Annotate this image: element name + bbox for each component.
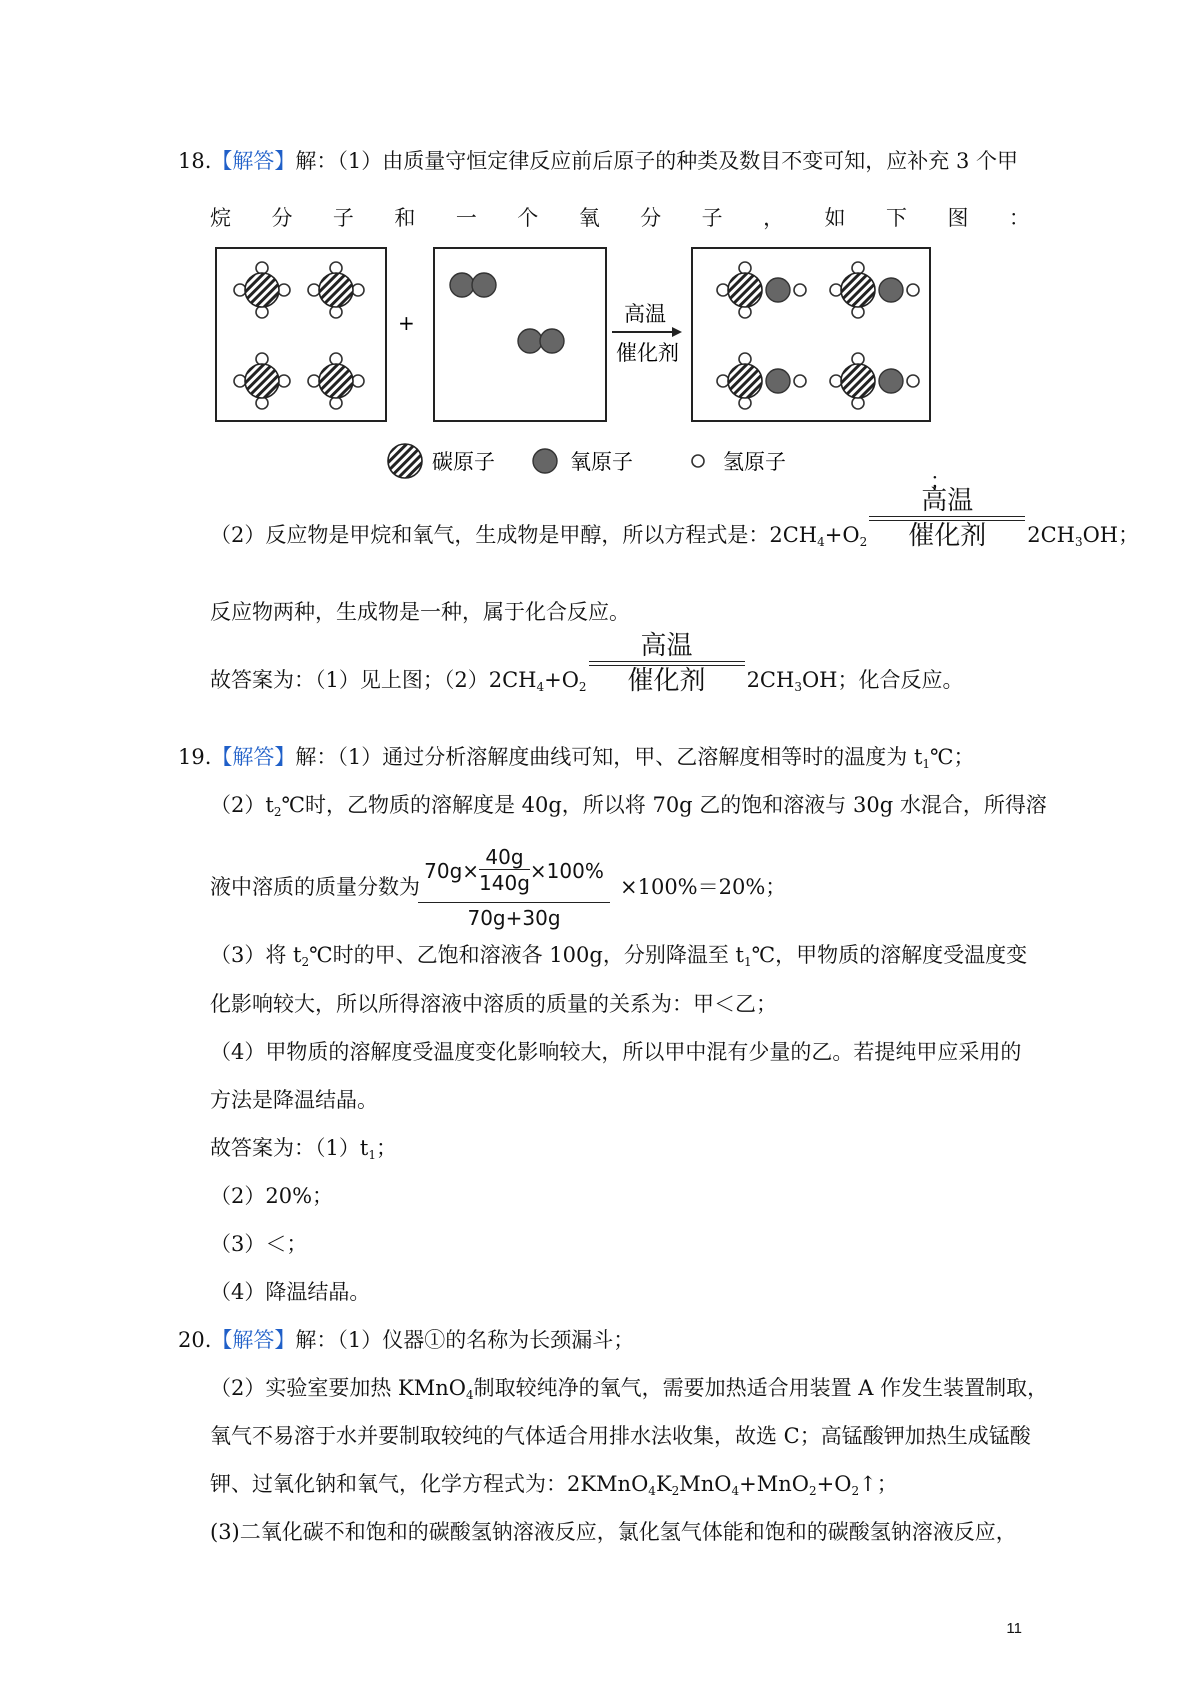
page-number: 11 xyxy=(1006,1620,1022,1637)
condition-bottom: 催化剂 xyxy=(616,341,679,365)
subscript: 1 xyxy=(743,955,752,969)
q19-line3-pre: 液中溶质的质量分数为 xyxy=(210,875,420,899)
legend-oxygen: 氧原子 xyxy=(570,450,633,474)
question-number: 20. xyxy=(178,1328,212,1352)
inner-numerator: 40g xyxy=(485,845,524,869)
word: 氧 xyxy=(578,206,600,230)
word: 分 xyxy=(271,206,293,230)
q20-line4 xyxy=(210,1469,898,1506)
methanol-molecule xyxy=(830,353,919,409)
word: ： xyxy=(1008,206,1030,230)
methane-molecule xyxy=(234,262,290,318)
reaction-diagram xyxy=(0,0,1200,520)
condition-bottom: 催化剂 xyxy=(627,666,706,696)
q19-answer4: （4）降温结晶。 xyxy=(210,1280,371,1304)
text: ℃； xyxy=(930,745,975,769)
oxygen-atom-icon xyxy=(533,449,557,473)
text: （2）t xyxy=(210,793,274,817)
text: ↑； xyxy=(859,1472,898,1496)
oxygen-molecule xyxy=(518,329,564,353)
hydrogen-atom-icon xyxy=(692,455,704,467)
text: 故答案为：（1）t xyxy=(210,1136,369,1160)
text: 制取较纯净的氧气，需要加热适合用装置 A 作发生装置制取， xyxy=(473,1376,1049,1400)
subscript: 1 xyxy=(922,757,931,771)
text: 钾、过氧化钠和氧气，化学方程式为：2KMnO xyxy=(210,1472,649,1496)
oxygen-molecule xyxy=(450,273,496,297)
q19-answer2: （2）20%； xyxy=(210,1184,334,1208)
condition-top: 高温 xyxy=(624,302,666,326)
answer-tag: 【解答】 xyxy=(211,1328,296,1352)
legend-hydrogen: 氢原子 xyxy=(723,450,786,474)
text: （2）反应物是甲烷和氧气，生成物是甲醇，所以方程式是：2CH xyxy=(210,523,818,547)
subscript: 4 xyxy=(731,1484,740,1498)
reaction-condition xyxy=(869,486,1025,551)
word: 和 xyxy=(394,206,416,230)
text: +O xyxy=(824,523,860,547)
methanol-molecule xyxy=(830,262,919,318)
answer-tag: 【解答】 xyxy=(211,745,296,769)
q20-line1 xyxy=(178,1325,634,1355)
q19-line5: 化影响较大，所以所得溶液中溶质的质量的关系为：甲＜乙； xyxy=(210,992,777,1016)
mass-fraction-formula xyxy=(418,845,610,933)
word: 一 xyxy=(455,206,477,230)
methane-molecule xyxy=(308,262,364,318)
subscript: 2 xyxy=(578,680,587,694)
methane-molecule xyxy=(234,353,290,409)
text: 2CH xyxy=(1027,523,1075,547)
word: 图 xyxy=(947,206,969,230)
numerator-part: 70g× xyxy=(424,858,480,883)
word: 子 xyxy=(701,206,723,230)
text: K xyxy=(655,1472,672,1496)
text: ℃时的甲、乙饱和溶液各 100g，分别降温至 t xyxy=(309,943,744,967)
q18-part2 xyxy=(210,486,1140,557)
word: 如 xyxy=(824,206,846,230)
text: ℃，甲物质的溶解度受温度变 xyxy=(751,943,1028,967)
text: MnO xyxy=(679,1472,732,1496)
q19-line4 xyxy=(210,940,1027,977)
text: 解：（1）通过分析溶解度曲线可知，甲、乙溶解度相等时的温度为 t xyxy=(295,745,923,769)
answer-tag: 【解答】 xyxy=(211,149,296,173)
word: ， xyxy=(763,206,785,230)
subscript: 2 xyxy=(809,1484,817,1498)
q20-line3: 氧气不易溶于水并要制取较纯的气体适合用排水法收集，故选 C；高锰酸钾加热生成锰酸 xyxy=(210,1424,1031,1448)
subscript: 2 xyxy=(273,805,282,819)
word: 分 xyxy=(640,206,662,230)
subscript: 2 xyxy=(301,955,310,969)
text: ℃时，乙物质的溶解度是 40g，所以将 70g 乙的饱和溶液与 30g 水混合，所得溶 xyxy=(281,793,1047,817)
q20-line5: (3)二氧化碳不和饱和的碳酸氢钠溶液反应，氯化氢气体能和饱和的碳酸氢钠溶液反应， xyxy=(210,1520,1017,1544)
text: OH； xyxy=(1082,523,1140,547)
denominator: 70g+30g xyxy=(418,902,610,933)
methanol-molecule xyxy=(717,353,806,409)
subscript: 4 xyxy=(648,1484,656,1498)
subscript: 4 xyxy=(817,535,825,549)
subscript: 4 xyxy=(536,680,545,694)
subscript: 3 xyxy=(794,680,802,694)
box-methanol xyxy=(692,248,930,421)
plus-sign: + xyxy=(398,311,415,335)
legend-carbon: 碳原子 xyxy=(432,450,495,474)
question-number: 19. xyxy=(178,745,212,769)
text: （2）实验室要加热 KMnO xyxy=(210,1376,466,1400)
subscript: 4 xyxy=(465,1388,474,1402)
subscript: 3 xyxy=(1074,535,1083,549)
text: 2CH xyxy=(746,668,795,692)
methanol-molecule xyxy=(717,262,806,318)
word: 个 xyxy=(517,206,539,230)
word: 烷 xyxy=(210,206,231,230)
condition-bottom: 催化剂 xyxy=(908,521,987,551)
numerator-part: ×100% xyxy=(529,858,604,883)
word: 子 xyxy=(332,206,354,230)
q19-answer1 xyxy=(210,1133,397,1170)
condition-top: 高温 xyxy=(921,486,974,516)
q19-line7: 方法是降温结晶。 xyxy=(210,1088,378,1112)
arrow-head-icon xyxy=(672,327,682,337)
text: （3）将 t xyxy=(210,943,302,967)
q18-answer xyxy=(210,631,964,702)
q19-line2 xyxy=(210,790,1047,827)
subscript: 2 xyxy=(859,535,868,549)
q20-line2 xyxy=(210,1373,1048,1410)
subscript: 1 xyxy=(368,1148,376,1162)
word: 下 xyxy=(885,206,907,230)
subscript: 2 xyxy=(671,1484,680,1498)
text: 解：（1）仪器①的名称为长颈漏斗； xyxy=(295,1328,635,1352)
question-number: 18. xyxy=(178,149,212,173)
text: +O xyxy=(816,1472,852,1496)
q19-line1 xyxy=(178,742,975,779)
text: ； xyxy=(375,1136,397,1160)
inner-denominator: 140g xyxy=(479,871,530,895)
box-methane xyxy=(216,248,386,421)
q18-text: 解：（1）由质量守恒定律反应前后原子的种类及数目不变可知，应补充 3 个甲 xyxy=(295,149,1018,173)
text: +MnO xyxy=(739,1472,810,1496)
reaction-condition xyxy=(589,631,745,696)
q19-line3-post: ×100%＝20%； xyxy=(620,875,787,899)
condition-top: 高温 xyxy=(640,631,693,661)
q19-line6: （4）甲物质的溶解度受温度变化影响较大，所以甲中混有少量的乙。若提纯甲应采用的 xyxy=(210,1040,1022,1064)
carbon-atom-icon xyxy=(388,444,422,478)
q18-reaction-type: 反应物两种，生成物是一种，属于化合反应。 xyxy=(210,600,630,624)
q19-answer3: （3）＜； xyxy=(210,1232,308,1256)
subscript: 2 xyxy=(851,1484,860,1498)
text: +O xyxy=(544,668,579,692)
semicolon: ； xyxy=(930,469,951,493)
text: 故答案为：（1）见上图；（2）2CH xyxy=(210,668,537,692)
methane-molecule xyxy=(308,353,364,409)
text: OH；化合反应。 xyxy=(801,668,964,692)
